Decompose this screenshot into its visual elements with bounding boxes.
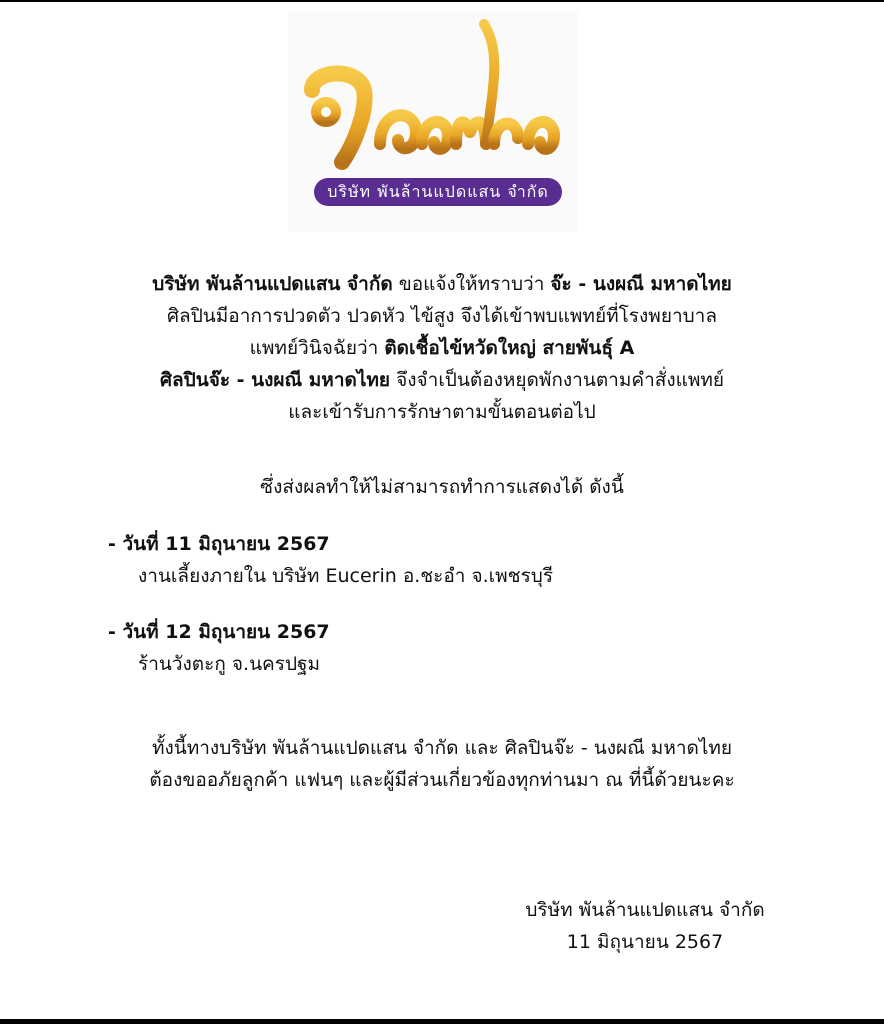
intro-line-4 — [40, 364, 844, 396]
rest-order-text: จึงจำเป็นต้องหยุดพักงานตามคำสั่งแพทย์ — [390, 369, 725, 391]
diagnosis-prefix: แพทย์วินิจฉัยว่า — [249, 337, 385, 359]
logo-wordmark — [288, 12, 578, 182]
event-place: ร้านวังตะกู จ.นครปฐม — [138, 653, 321, 675]
company-name: บริษัท พันล้านแปดแสน จำกัด — [152, 273, 393, 295]
signature-block — [480, 894, 810, 958]
intro-line-1 — [40, 268, 844, 300]
apology-line-1: ทั้งนี้ทางบริษัท พันล้านแปดแสน จำกัด และ ศิลปินจ๊ะ - นงผณี มหาดไทย — [151, 737, 733, 759]
event-date: - วันที่ 12 มิถุนายน 2567 — [108, 621, 330, 643]
signature-company: บริษัท พันล้านแปดแสน จำกัด — [525, 899, 765, 921]
event-date: - วันที่ 11 มิถุนายน 2567 — [108, 533, 330, 555]
apology-line-2: ต้องขออภัยลูกค้า แฟนๆ และผู้มีส่วนเกี่ยวข้องทุกท่านมา ณ ที่นี้ด้วยนะคะ — [149, 769, 735, 791]
apology-paragraph — [40, 732, 844, 796]
intro-line-5: และเข้ารับการรักษาตามขั้นตอนต่อไป — [288, 401, 596, 423]
notify-text: ขอแจ้งให้ทราบว่า — [392, 273, 551, 295]
event-item — [108, 616, 330, 680]
announcement-page — [0, 2, 884, 1019]
consequence-text: ซึ่งส่งผลทำให้ไม่สามารถทำการแสดงได้ ดังนี้ — [260, 476, 624, 498]
intro-paragraph — [40, 268, 844, 428]
logo-tagline: บริษัท พันล้านแปดแสน จำกัด — [314, 178, 562, 206]
artist-full-name: ศิลปินจ๊ะ - นงผณี มหาดไทย — [159, 369, 391, 391]
diagnosis: ติดเชื้อไข้หวัดใหญ่ สายพันธุ์ A — [384, 337, 635, 359]
artist-name: จ๊ะ - นงผณี มหาดไทย — [550, 273, 732, 295]
intro-line-3 — [40, 332, 844, 364]
event-item — [108, 528, 553, 592]
company-logo — [288, 12, 578, 232]
intro-line-2: ศิลปินมีอาการปวดตัว ปวดหัว ไข้สูง จึงได้เข้าพบแพทย์ที่โรงพยาบาล — [167, 305, 717, 327]
event-place: งานเลี้ยงภายใน บริษัท Eucerin อ.ชะอำ จ.เพชรบุรี — [138, 565, 554, 587]
signature-date: 11 มิถุนายน 2567 — [566, 931, 724, 953]
